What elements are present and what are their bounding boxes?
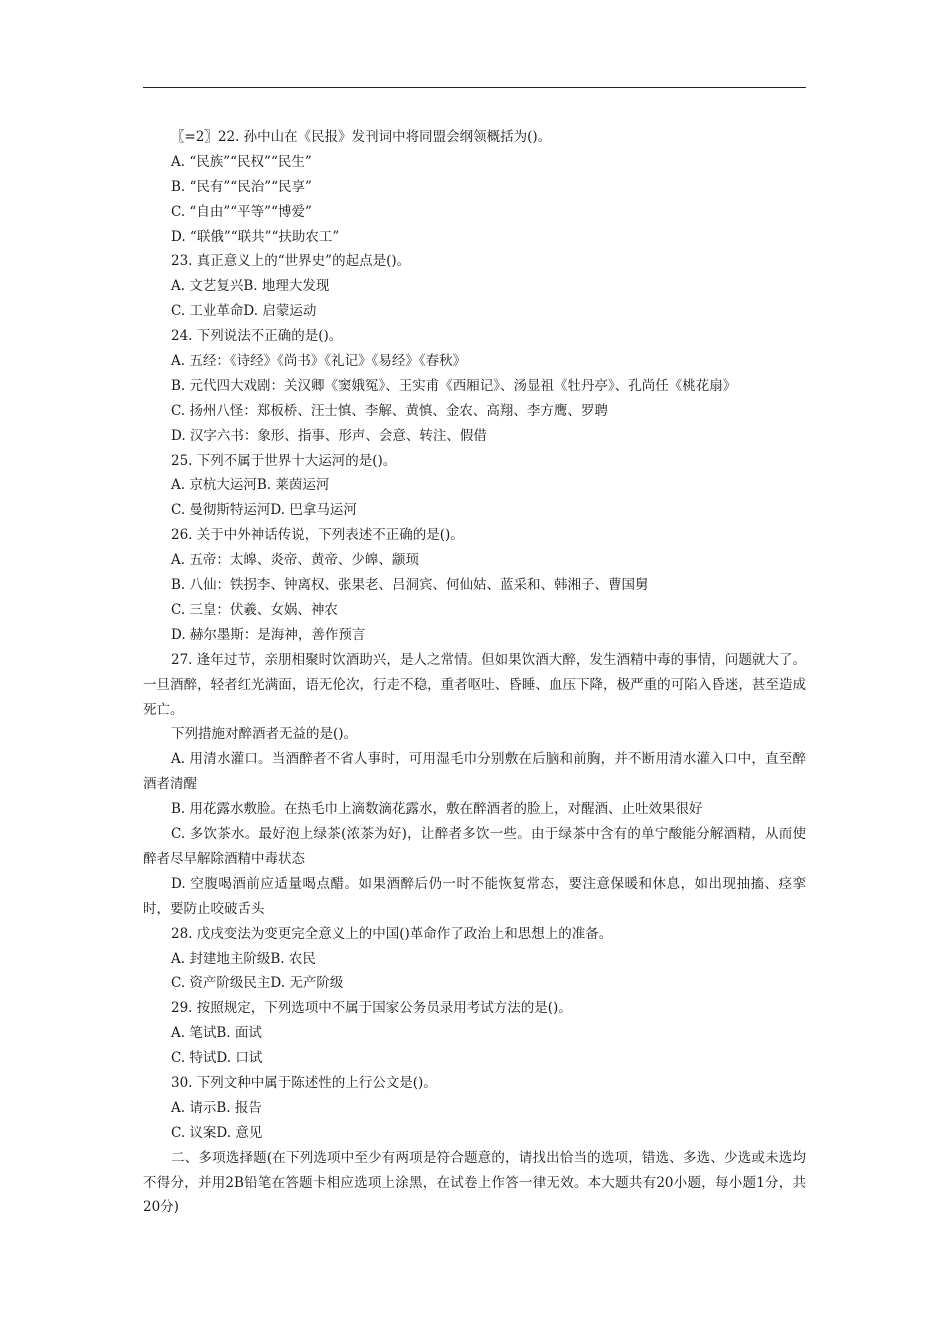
option-a: A. 用清水灌口。当酒醉者不省人事时，可用湿毛巾分别敷在后脑和前胸，并不断用清水灌入口中，直至醉酒者清醒	[143, 751, 806, 793]
option-c: C. “自由”“平等”“博爱”	[171, 203, 312, 220]
question-stem: 24. 下列说法不正确的是()。	[171, 328, 343, 345]
question-25	[143, 449, 806, 524]
question-stem: 30. 下列文种中属于陈述性的上行公文是()。	[171, 1075, 437, 1091]
option-c: C. 扬州八怪：郑板桥、汪士慎、李解、黄慎、金农、高翔、李方鹰、罗聘	[171, 402, 608, 419]
option-c: C. 三皇：伏羲、女娲、神农	[171, 601, 338, 618]
question-30	[143, 1071, 806, 1146]
option-b: B. 元代四大戏剧：关汉卿《窦娥冤》、王实甫《西厢记》、汤显祖《牡丹亭》、孔尚任《桃花扇》	[171, 377, 737, 394]
document-body	[143, 125, 806, 1220]
question-22	[143, 125, 806, 249]
question-27	[143, 648, 806, 922]
options-a-b: A. 请示B. 报告	[171, 1099, 262, 1116]
question-stem: 29. 按照规定，下列选项中不属于国家公务员录用考试方法的是()。	[171, 1000, 572, 1017]
option-a: A. 五经：《诗经》《尚书》《礼记》《易经》《春秋》	[171, 353, 467, 370]
options-c-d: C. 特试D. 口试	[171, 1050, 263, 1067]
option-a: A. 五帝：太皞、炎帝、黄帝、少皞、颛顼	[171, 552, 419, 569]
question-stem: 23. 真正意义上的“世界史”的起点是()。	[171, 253, 411, 270]
option-d: D. 空腹喝酒前应适量喝点醋。如果酒醉后仍一时不能恢复常态，要注意保暖和休息，如出现抽搐、痉挛时，要防止咬破舌头	[143, 875, 806, 917]
question-stem: 26. 关于中外神话传说，下列表述不正确的是()。	[171, 527, 464, 544]
option-b: B. 用花露水敷脸。在热毛巾上滴数滴花露水，敷在醉酒者的脸上，对醒酒、止吐效果很好	[171, 801, 703, 818]
question-29	[143, 996, 806, 1071]
question-stem: 〖=2〗22. 孙中山在《民报》发刊词中将同盟会纲领概括为()。	[171, 129, 552, 145]
option-d: D. “联俄”“联共”“扶助农工”	[171, 228, 340, 245]
option-d: D. 赫尔墨斯：是海神，善作预言	[171, 626, 366, 643]
option-a: A. “民族”“民权”“民生”	[171, 153, 312, 170]
question-stem: 28. 戊戌变法为变更完全意义上的中国()革命作了政治上和思想上的准备。	[171, 925, 613, 942]
option-b: B. “民有”“民治”“民享”	[171, 178, 312, 195]
options-c-d: C. 资产阶级民主D. 无产阶级	[171, 975, 344, 992]
options-a-b: A. 笔试B. 面试	[171, 1025, 262, 1042]
question-stem: 25. 下列不属于世界十大运河的是()。	[171, 452, 397, 469]
header-rule	[143, 87, 806, 88]
question-26	[143, 523, 806, 647]
question-28	[143, 922, 806, 997]
question-passage: 27. 逢年过节，亲朋相聚时饮酒助兴，是人之常情。但如果饮酒大醉，发生酒精中毒的事情，问题就大了。一旦酒醉，轻者红光满面，语无伦次，行走不稳，重者呕吐、昏睡、血压下降，极严重的可陷入昏迷，甚至造成死亡。	[143, 651, 806, 718]
question-23	[143, 249, 806, 324]
options-a-b: A. 文艺复兴B. 地理大发现	[171, 278, 330, 295]
options-a-b: A. 京杭大运河B. 莱茵运河	[171, 477, 330, 494]
option-b: B. 八仙：铁拐李、钟离权、张果老、吕洞宾、何仙姑、蓝采和、韩湘子、曹国舅	[171, 577, 649, 594]
question-stem: 下列措施对醉酒者无益的是()。	[171, 726, 358, 743]
section-heading: 二、多项选择题(在下列选项中至少有两项是符合题意的，请找出恰当的选项，错选、多选、少选或未选均不得分，并用2B铅笔在答题卡相应选项上涂黑，在试卷上作答一律无效。本大题共有20小题，每小题1分，共20分)	[143, 1149, 806, 1216]
options-c-d: C. 曼彻斯特运河D. 巴拿马运河	[171, 502, 357, 519]
question-24	[143, 324, 806, 448]
option-c: C. 多饮茶水。最好泡上绿茶(浓茶为好)，让醉者多饮一些。由于绿茶中含有的单宁酸能分解酒精，从而使醉者尽早解除酒精中毒状态	[143, 826, 806, 867]
options-c-d: C. 工业革命D. 启蒙运动	[171, 303, 317, 320]
option-d: D. 汉字六书：象形、指事、形声、会意、转注、假借	[171, 427, 487, 444]
options-a-b: A. 封建地主阶级B. 农民	[171, 950, 316, 967]
options-c-d: C. 议案D. 意见	[171, 1124, 263, 1141]
